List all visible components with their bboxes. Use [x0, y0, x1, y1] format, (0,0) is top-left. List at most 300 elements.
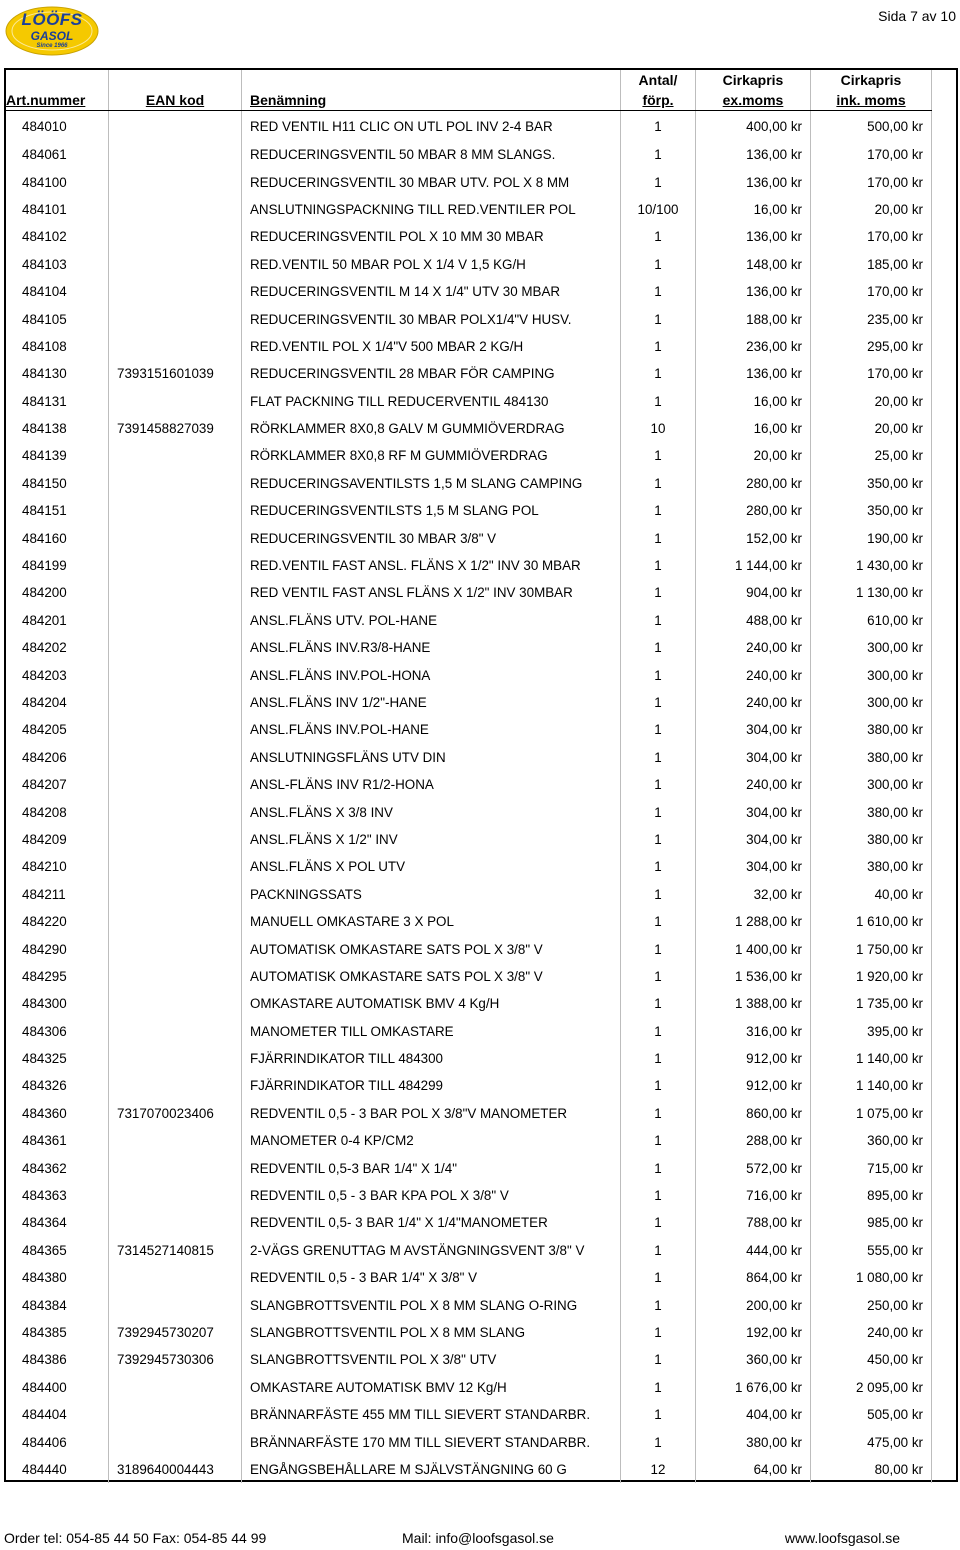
table-row [6, 716, 932, 743]
cell-benamning: FJÄRRINDIKATOR TILL 484299 [242, 1072, 621, 1099]
table-row [6, 1237, 932, 1264]
cell-price-ex: 236,00 kr [696, 333, 811, 360]
cell-price-ink: 395,00 kr [811, 1018, 932, 1045]
cell-art: 484207 [6, 771, 109, 798]
cell-ean [109, 963, 242, 990]
cell-art: 484209 [6, 826, 109, 853]
cell-ean [109, 1018, 242, 1045]
cell-price-ex: 716,00 kr [696, 1182, 811, 1209]
cell-antal: 1 [621, 388, 696, 415]
cell-benamning: ANSLUTNINGSFLÄNS UTV DIN [242, 744, 621, 771]
cell-benamning: RED VENTIL H11 CLIC ON UTL POL INV 2-4 BAR [242, 111, 621, 142]
table-row [6, 1154, 932, 1181]
cell-price-ex: 572,00 kr [696, 1154, 811, 1181]
cell-ean [109, 470, 242, 497]
header-ex-top: Cirkapris [696, 70, 811, 90]
cell-ean [109, 141, 242, 168]
cell-price-ink: 2 095,00 kr [811, 1374, 932, 1401]
table-row [6, 497, 932, 524]
cell-price-ink: 170,00 kr [811, 360, 932, 387]
cell-benamning: 2-VÄGS GRENUTTAG M AVSTÄNGNINGSVENT 3/8" V [242, 1237, 621, 1264]
cell-price-ex: 864,00 kr [696, 1264, 811, 1291]
cell-price-ink: 1 075,00 kr [811, 1100, 932, 1127]
cell-price-ex: 280,00 kr [696, 497, 811, 524]
table-row [6, 1018, 932, 1045]
cell-ean [109, 579, 242, 606]
cell-price-ex: 304,00 kr [696, 826, 811, 853]
cell-antal: 1 [621, 661, 696, 688]
footer-web: www.loofsgasol.se [784, 1530, 900, 1546]
cell-benamning: MANOMETER TILL OMKASTARE [242, 1018, 621, 1045]
header-row-bottom [6, 90, 932, 111]
cell-benamning: AUTOMATISK OMKASTARE SATS POL X 3/8" V [242, 963, 621, 990]
cell-price-ink: 610,00 kr [811, 607, 932, 634]
table-row [6, 853, 932, 880]
cell-benamning: ANSL.FLÄNS X 1/2" INV [242, 826, 621, 853]
cell-benamning: RED VENTIL FAST ANSL FLÄNS X 1/2" INV 30MBAR [242, 579, 621, 606]
cell-art: 484211 [6, 881, 109, 908]
cell-price-ex: 240,00 kr [696, 771, 811, 798]
cell-ean [109, 388, 242, 415]
cell-art: 484206 [6, 744, 109, 771]
cell-price-ex: 200,00 kr [696, 1291, 811, 1318]
cell-antal: 1 [621, 1374, 696, 1401]
cell-price-ink: 250,00 kr [811, 1291, 932, 1318]
cell-antal: 1 [621, 963, 696, 990]
cell-ean [109, 168, 242, 195]
cell-price-ex: 1 388,00 kr [696, 990, 811, 1017]
table-row [6, 360, 932, 387]
cell-benamning: ENGÅNGSBEHÅLLARE M SJÄLVSTÄNGNING 60 G [242, 1456, 621, 1483]
cell-ean [109, 607, 242, 634]
table-row [6, 744, 932, 771]
cell-price-ink: 1 610,00 kr [811, 908, 932, 935]
cell-antal: 1 [621, 1319, 696, 1346]
cell-price-ink: 300,00 kr [811, 661, 932, 688]
cell-price-ink: 300,00 kr [811, 771, 932, 798]
cell-antal: 12 [621, 1456, 696, 1483]
cell-ean: 7314527140815 [109, 1237, 242, 1264]
table-row [6, 141, 932, 168]
cell-art: 484363 [6, 1182, 109, 1209]
cell-benamning: REDUCERINGSVENTIL 30 MBAR UTV. POL X 8 MM [242, 168, 621, 195]
cell-ean [109, 1428, 242, 1455]
header-ink-top: Cirkapris [811, 70, 932, 90]
cell-price-ex: 188,00 kr [696, 305, 811, 332]
cell-benamning: REDVENTIL 0,5 - 3 BAR POL X 3/8"V MANOMETER [242, 1100, 621, 1127]
cell-benamning: OMKASTARE AUTOMATISK BMV 12 Kg/H [242, 1374, 621, 1401]
cell-antal: 1 [621, 579, 696, 606]
logo-since: Since 1966 [36, 43, 68, 49]
header-ean: EAN kod [109, 90, 242, 111]
cell-price-ex: 20,00 kr [696, 442, 811, 469]
logo-sub: GASOL [30, 29, 74, 43]
cell-ean [109, 771, 242, 798]
cell-art: 484205 [6, 716, 109, 743]
cell-price-ink: 170,00 kr [811, 168, 932, 195]
cell-ean [109, 990, 242, 1017]
cell-price-ink: 505,00 kr [811, 1401, 932, 1428]
cell-art: 484130 [6, 360, 109, 387]
cell-price-ink: 295,00 kr [811, 333, 932, 360]
cell-benamning: SLANGBROTTSVENTIL POL X 3/8" UTV [242, 1346, 621, 1373]
cell-price-ex: 316,00 kr [696, 1018, 811, 1045]
cell-art: 484295 [6, 963, 109, 990]
cell-price-ex: 1 288,00 kr [696, 908, 811, 935]
table-row [6, 1209, 932, 1236]
cell-price-ex: 304,00 kr [696, 798, 811, 825]
cell-price-ex: 136,00 kr [696, 223, 811, 250]
cell-art: 484364 [6, 1209, 109, 1236]
price-table [6, 70, 932, 1483]
cell-price-ink: 380,00 kr [811, 716, 932, 743]
cell-art: 484300 [6, 990, 109, 1017]
cell-ean [109, 1072, 242, 1099]
cell-benamning: ANSL.FLÄNS INV.POL-HANE [242, 716, 621, 743]
cell-art: 484010 [6, 111, 109, 142]
cell-antal: 1 [621, 1018, 696, 1045]
cell-art: 484290 [6, 935, 109, 962]
table-row [6, 1182, 932, 1209]
cell-price-ink: 350,00 kr [811, 497, 932, 524]
cell-price-ink: 555,00 kr [811, 1237, 932, 1264]
cell-ean [109, 634, 242, 661]
cell-price-ex: 136,00 kr [696, 168, 811, 195]
cell-price-ink: 1 735,00 kr [811, 990, 932, 1017]
cell-price-ink: 240,00 kr [811, 1319, 932, 1346]
cell-art: 484386 [6, 1346, 109, 1373]
cell-price-ex: 240,00 kr [696, 634, 811, 661]
header-ben: Benämning [242, 90, 621, 111]
cell-price-ex: 788,00 kr [696, 1209, 811, 1236]
cell-art: 484138 [6, 415, 109, 442]
cell-antal: 1 [621, 1428, 696, 1455]
cell-price-ex: 280,00 kr [696, 470, 811, 497]
table-row [6, 935, 932, 962]
cell-price-ex: 380,00 kr [696, 1428, 811, 1455]
cell-price-ex: 488,00 kr [696, 607, 811, 634]
cell-ean [109, 1127, 242, 1154]
logo-brand: LÖÖFS [21, 10, 83, 29]
cell-art: 484440 [6, 1456, 109, 1483]
cell-benamning: FLAT PACKNING TILL REDUCERVENTIL 484130 [242, 388, 621, 415]
cell-antal: 1 [621, 853, 696, 880]
cell-price-ink: 380,00 kr [811, 798, 932, 825]
cell-antal: 1 [621, 278, 696, 305]
cell-price-ex: 1 144,00 kr [696, 552, 811, 579]
cell-antal: 10/100 [621, 196, 696, 223]
cell-price-ex: 304,00 kr [696, 716, 811, 743]
table-row [6, 689, 932, 716]
cell-benamning: RÖRKLAMMER 8X0,8 GALV M GUMMIÖVERDRAG [242, 415, 621, 442]
table-row [6, 1346, 932, 1373]
cell-price-ink: 380,00 kr [811, 853, 932, 880]
cell-price-ink: 1 140,00 kr [811, 1072, 932, 1099]
cell-antal: 1 [621, 935, 696, 962]
cell-art: 484360 [6, 1100, 109, 1127]
cell-price-ink: 1 750,00 kr [811, 935, 932, 962]
cell-ean [109, 305, 242, 332]
cell-ean [109, 333, 242, 360]
cell-ean [109, 497, 242, 524]
table-row [6, 1072, 932, 1099]
table-row [6, 1428, 932, 1455]
cell-antal: 1 [621, 223, 696, 250]
cell-price-ex: 288,00 kr [696, 1127, 811, 1154]
cell-benamning: REDVENTIL 0,5-3 BAR 1/4" X 1/4" [242, 1154, 621, 1181]
cell-ean [109, 661, 242, 688]
cell-ean [109, 111, 242, 142]
cell-price-ex: 192,00 kr [696, 1319, 811, 1346]
cell-ean [109, 826, 242, 853]
table-row [6, 388, 932, 415]
cell-art: 484203 [6, 661, 109, 688]
cell-price-ink: 985,00 kr [811, 1209, 932, 1236]
cell-art: 484306 [6, 1018, 109, 1045]
price-list [4, 68, 958, 1482]
cell-antal: 1 [621, 470, 696, 497]
cell-antal: 1 [621, 1401, 696, 1428]
table-row [6, 908, 932, 935]
cell-price-ex: 148,00 kr [696, 251, 811, 278]
cell-price-ink: 475,00 kr [811, 1428, 932, 1455]
cell-antal: 1 [621, 497, 696, 524]
table-row [6, 1456, 932, 1483]
cell-price-ink: 1 080,00 kr [811, 1264, 932, 1291]
cell-benamning: AUTOMATISK OMKASTARE SATS POL X 3/8" V [242, 935, 621, 962]
cell-ean: 7391458827039 [109, 415, 242, 442]
cell-benamning: ANSL.FLÄNS UTV. POL-HANE [242, 607, 621, 634]
cell-price-ex: 404,00 kr [696, 1401, 811, 1428]
footer [4, 1530, 956, 1550]
header-ex-bottom: ex.moms [696, 90, 811, 111]
cell-benamning: BRÄNNARFÄSTE 455 MM TILL SIEVERT STANDARBR. [242, 1401, 621, 1428]
cell-price-ex: 1 536,00 kr [696, 963, 811, 990]
cell-benamning: RED.VENTIL POL X 1/4"V 500 MBAR 2 KG/H [242, 333, 621, 360]
cell-price-ex: 912,00 kr [696, 1045, 811, 1072]
cell-ean [109, 251, 242, 278]
cell-antal: 1 [621, 442, 696, 469]
cell-price-ink: 190,00 kr [811, 524, 932, 551]
table-row [6, 442, 932, 469]
cell-price-ex: 16,00 kr [696, 415, 811, 442]
table-row [6, 607, 932, 634]
header-antal-top: Antal/ [621, 70, 696, 90]
cell-benamning: ANSLUTNINGSPACKNING TILL RED.VENTILER POL [242, 196, 621, 223]
table-row [6, 990, 932, 1017]
cell-ean: 7392945730306 [109, 1346, 242, 1373]
table-row [6, 1319, 932, 1346]
cell-benamning: REDUCERINGSVENTIL POL X 10 MM 30 MBAR [242, 223, 621, 250]
cell-price-ink: 360,00 kr [811, 1127, 932, 1154]
cell-price-ink: 350,00 kr [811, 470, 932, 497]
table-row [6, 1045, 932, 1072]
table-row [6, 305, 932, 332]
cell-benamning: REDUCERINGSVENTIL M 14 X 1/4" UTV 30 MBAR [242, 278, 621, 305]
cell-price-ink: 170,00 kr [811, 278, 932, 305]
cell-antal: 1 [621, 1100, 696, 1127]
cell-art: 484365 [6, 1237, 109, 1264]
cell-ean [109, 524, 242, 551]
cell-price-ex: 240,00 kr [696, 661, 811, 688]
cell-price-ink: 300,00 kr [811, 689, 932, 716]
cell-antal: 1 [621, 1209, 696, 1236]
cell-art: 484105 [6, 305, 109, 332]
cell-antal: 1 [621, 908, 696, 935]
cell-price-ex: 16,00 kr [696, 388, 811, 415]
cell-price-ex: 64,00 kr [696, 1456, 811, 1483]
cell-price-ink: 380,00 kr [811, 744, 932, 771]
cell-antal: 1 [621, 1154, 696, 1181]
cell-price-ink: 20,00 kr [811, 388, 932, 415]
cell-antal: 1 [621, 990, 696, 1017]
cell-benamning: MANOMETER 0-4 KP/CM2 [242, 1127, 621, 1154]
table-row [6, 963, 932, 990]
cell-antal: 1 [621, 360, 696, 387]
table-row [6, 111, 932, 142]
cell-ean [109, 935, 242, 962]
cell-price-ink: 235,00 kr [811, 305, 932, 332]
cell-price-ink: 185,00 kr [811, 251, 932, 278]
cell-benamning: REDUCERINGSAVENTILSTS 1,5 M SLANG CAMPING [242, 470, 621, 497]
cell-price-ink: 380,00 kr [811, 826, 932, 853]
cell-benamning: REDUCERINGSVENTIL 30 MBAR 3/8" V [242, 524, 621, 551]
cell-benamning: REDVENTIL 0,5 - 3 BAR KPA POL X 3/8" V [242, 1182, 621, 1209]
cell-antal: 1 [621, 1346, 696, 1373]
table-row [6, 1100, 932, 1127]
cell-benamning: ANSL.FLÄNS INV.POL-HONA [242, 661, 621, 688]
cell-price-ex: 152,00 kr [696, 524, 811, 551]
page-number: Sida 7 av 10 [878, 8, 956, 24]
cell-ean [109, 196, 242, 223]
cell-ean [109, 1291, 242, 1318]
table-row [6, 1374, 932, 1401]
cell-ean: 7393151601039 [109, 360, 242, 387]
table-row [6, 524, 932, 551]
cell-art: 484139 [6, 442, 109, 469]
table-row [6, 223, 932, 250]
cell-antal: 1 [621, 333, 696, 360]
cell-price-ex: 304,00 kr [696, 744, 811, 771]
cell-benamning: BRÄNNARFÄSTE 170 MM TILL SIEVERT STANDARBR. [242, 1428, 621, 1455]
table-row [6, 168, 932, 195]
cell-ean: 7317070023406 [109, 1100, 242, 1127]
cell-antal: 1 [621, 141, 696, 168]
cell-benamning: ANSL.FLÄNS INV 1/2"-HANE [242, 689, 621, 716]
table-row [6, 771, 932, 798]
table-row [6, 1291, 932, 1318]
cell-art: 484208 [6, 798, 109, 825]
cell-art: 484326 [6, 1072, 109, 1099]
cell-antal: 1 [621, 1182, 696, 1209]
company-logo [4, 4, 100, 56]
cell-ean [109, 1045, 242, 1072]
cell-antal: 1 [621, 1237, 696, 1264]
cell-ean [109, 552, 242, 579]
cell-price-ink: 500,00 kr [811, 111, 932, 142]
cell-price-ex: 1 400,00 kr [696, 935, 811, 962]
cell-ean [109, 1154, 242, 1181]
cell-benamning: ANSL.FLÄNS INV.R3/8-HANE [242, 634, 621, 661]
cell-antal: 1 [621, 607, 696, 634]
cell-price-ex: 136,00 kr [696, 360, 811, 387]
table-row [6, 881, 932, 908]
cell-price-ex: 360,00 kr [696, 1346, 811, 1373]
cell-price-ex: 400,00 kr [696, 111, 811, 142]
cell-price-ink: 450,00 kr [811, 1346, 932, 1373]
cell-ean [109, 1374, 242, 1401]
cell-antal: 1 [621, 168, 696, 195]
cell-ean [109, 1182, 242, 1209]
table-row [6, 415, 932, 442]
table-row [6, 278, 932, 305]
table-row [6, 470, 932, 497]
cell-art: 484204 [6, 689, 109, 716]
cell-benamning: RED.VENTIL FAST ANSL. FLÄNS X 1/2" INV 30 MBAR [242, 552, 621, 579]
cell-price-ink: 20,00 kr [811, 196, 932, 223]
table-row [6, 251, 932, 278]
cell-ean [109, 1209, 242, 1236]
cell-antal: 1 [621, 798, 696, 825]
cell-price-ex: 240,00 kr [696, 689, 811, 716]
cell-art: 484404 [6, 1401, 109, 1428]
cell-price-ink: 300,00 kr [811, 634, 932, 661]
cell-antal: 1 [621, 1127, 696, 1154]
cell-benamning: FJÄRRINDIKATOR TILL 484300 [242, 1045, 621, 1072]
cell-art: 484103 [6, 251, 109, 278]
cell-price-ink: 170,00 kr [811, 223, 932, 250]
cell-art: 484131 [6, 388, 109, 415]
cell-ean [109, 798, 242, 825]
cell-benamning: REDUCERINGSVENTIL 30 MBAR POLX1/4"V HUSV. [242, 305, 621, 332]
cell-art: 484199 [6, 552, 109, 579]
cell-benamning: OMKASTARE AUTOMATISK BMV 4 Kg/H [242, 990, 621, 1017]
cell-price-ex: 136,00 kr [696, 141, 811, 168]
cell-price-ink: 895,00 kr [811, 1182, 932, 1209]
cell-art: 484108 [6, 333, 109, 360]
cell-ean [109, 716, 242, 743]
cell-antal: 1 [621, 881, 696, 908]
cell-price-ex: 16,00 kr [696, 196, 811, 223]
cell-art: 484160 [6, 524, 109, 551]
cell-art: 484104 [6, 278, 109, 305]
cell-ean [109, 853, 242, 880]
footer-mail: Mail: info@loofsgasol.se [402, 1530, 554, 1546]
cell-ean: 7392945730207 [109, 1319, 242, 1346]
table-row [6, 196, 932, 223]
cell-benamning: REDVENTIL 0,5- 3 BAR 1/4" X 1/4"MANOMETER [242, 1209, 621, 1236]
cell-benamning: REDUCERINGSVENTILSTS 1,5 M SLANG POL [242, 497, 621, 524]
cell-antal: 1 [621, 689, 696, 716]
cell-price-ex: 912,00 kr [696, 1072, 811, 1099]
cell-benamning: REDUCERINGSVENTIL 50 MBAR 8 MM SLANGS. [242, 141, 621, 168]
cell-price-ex: 444,00 kr [696, 1237, 811, 1264]
cell-antal: 1 [621, 1291, 696, 1318]
cell-price-ink: 715,00 kr [811, 1154, 932, 1181]
cell-ean [109, 1264, 242, 1291]
cell-antal: 1 [621, 744, 696, 771]
cell-art: 484361 [6, 1127, 109, 1154]
cell-art: 484362 [6, 1154, 109, 1181]
footer-phones: Order tel: 054-85 44 50 Fax: 054-85 44 99 [4, 1530, 267, 1546]
cell-benamning: RED.VENTIL 50 MBAR POL X 1/4 V 1,5 KG/H [242, 251, 621, 278]
cell-antal: 10 [621, 415, 696, 442]
table-row [6, 826, 932, 853]
cell-antal: 1 [621, 552, 696, 579]
header-ink-bottom: ink. moms [811, 90, 932, 111]
cell-art: 484380 [6, 1264, 109, 1291]
cell-ean [109, 223, 242, 250]
